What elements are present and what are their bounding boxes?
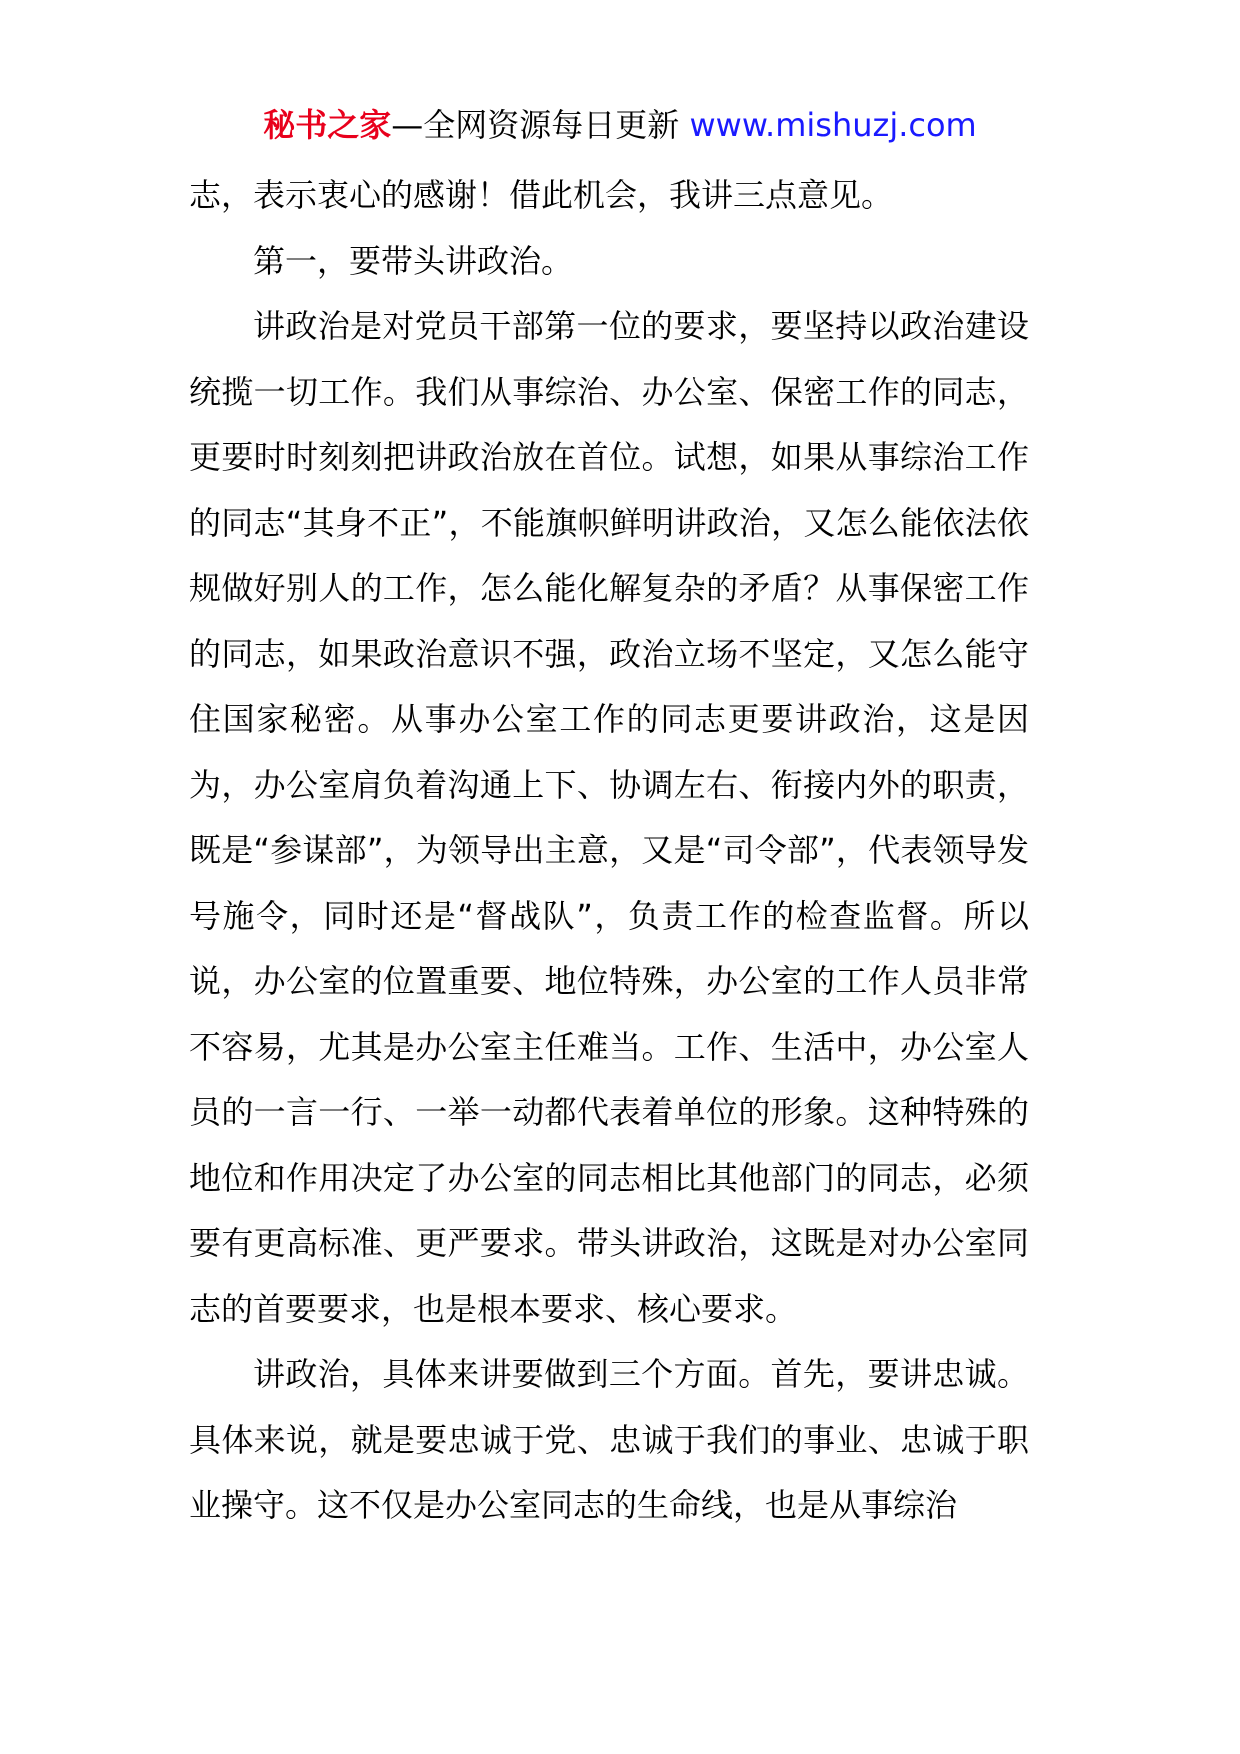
paragraph-continued: 志，表示衷心的感谢！借此机会，我讲三点意见。 (189, 176, 894, 214)
header-tagline: —全网资源每日更新 (391, 106, 680, 144)
paragraph: 讲政治，具体来讲要做到三个方面。首先，要讲忠诚。具体来说，就是要忠诚于党、忠诚于我们的事业、忠诚于职业操守。这不仅是办公室同志的生命线，也是从事综治 (189, 1355, 1029, 1524)
section-heading: 第一，要带头讲政治。 (253, 241, 574, 280)
paragraph: 讲政治是对党员干部第一位的要求，要坚持以政治建设统揽一切工作。我们从事综治、办公室、保密工作的同志，更要时时刻刻把讲政治放在首位。试想，如果从事综治工作的同志“其身不正”，不能旗帜鲜明讲政治，又怎么能依法依规做好别人的工作，怎么能化解复杂的矛盾？从事保密工作的同志，如果政治意识不强，政治立场不坚定，又怎么能守住国家秘密。从事办公室工作的同志更要讲政治，这是因为，办公室肩负着沟通上下、协调左右、衔接内外的职责，既是“参谋部”，为领导出主意，又是“司令部”，代表领导发号施令，同时还是“督战队”，负责工作的检查监督。所以说，办公室的位置重要、地位特殊，办公室的工作人员非常不容易，尤其是办公室主任难当。工作、生活中，办公室人员的一言一行、一举一动都代表着单位的形象。这种特殊的地位和作用决定了办公室的同志相比其他部门的同志，必须要有更高标准、更严要求。带头讲政治，这既是对办公室同志的首要要求，也是根本要求、核心要求。 (189, 307, 1029, 1328)
brand-name: 秘书之家 (263, 106, 392, 144)
site-url-link[interactable]: www.mishuzj.com (689, 106, 977, 144)
document-body (189, 163, 1029, 1539)
site-header (0, 100, 1240, 150)
